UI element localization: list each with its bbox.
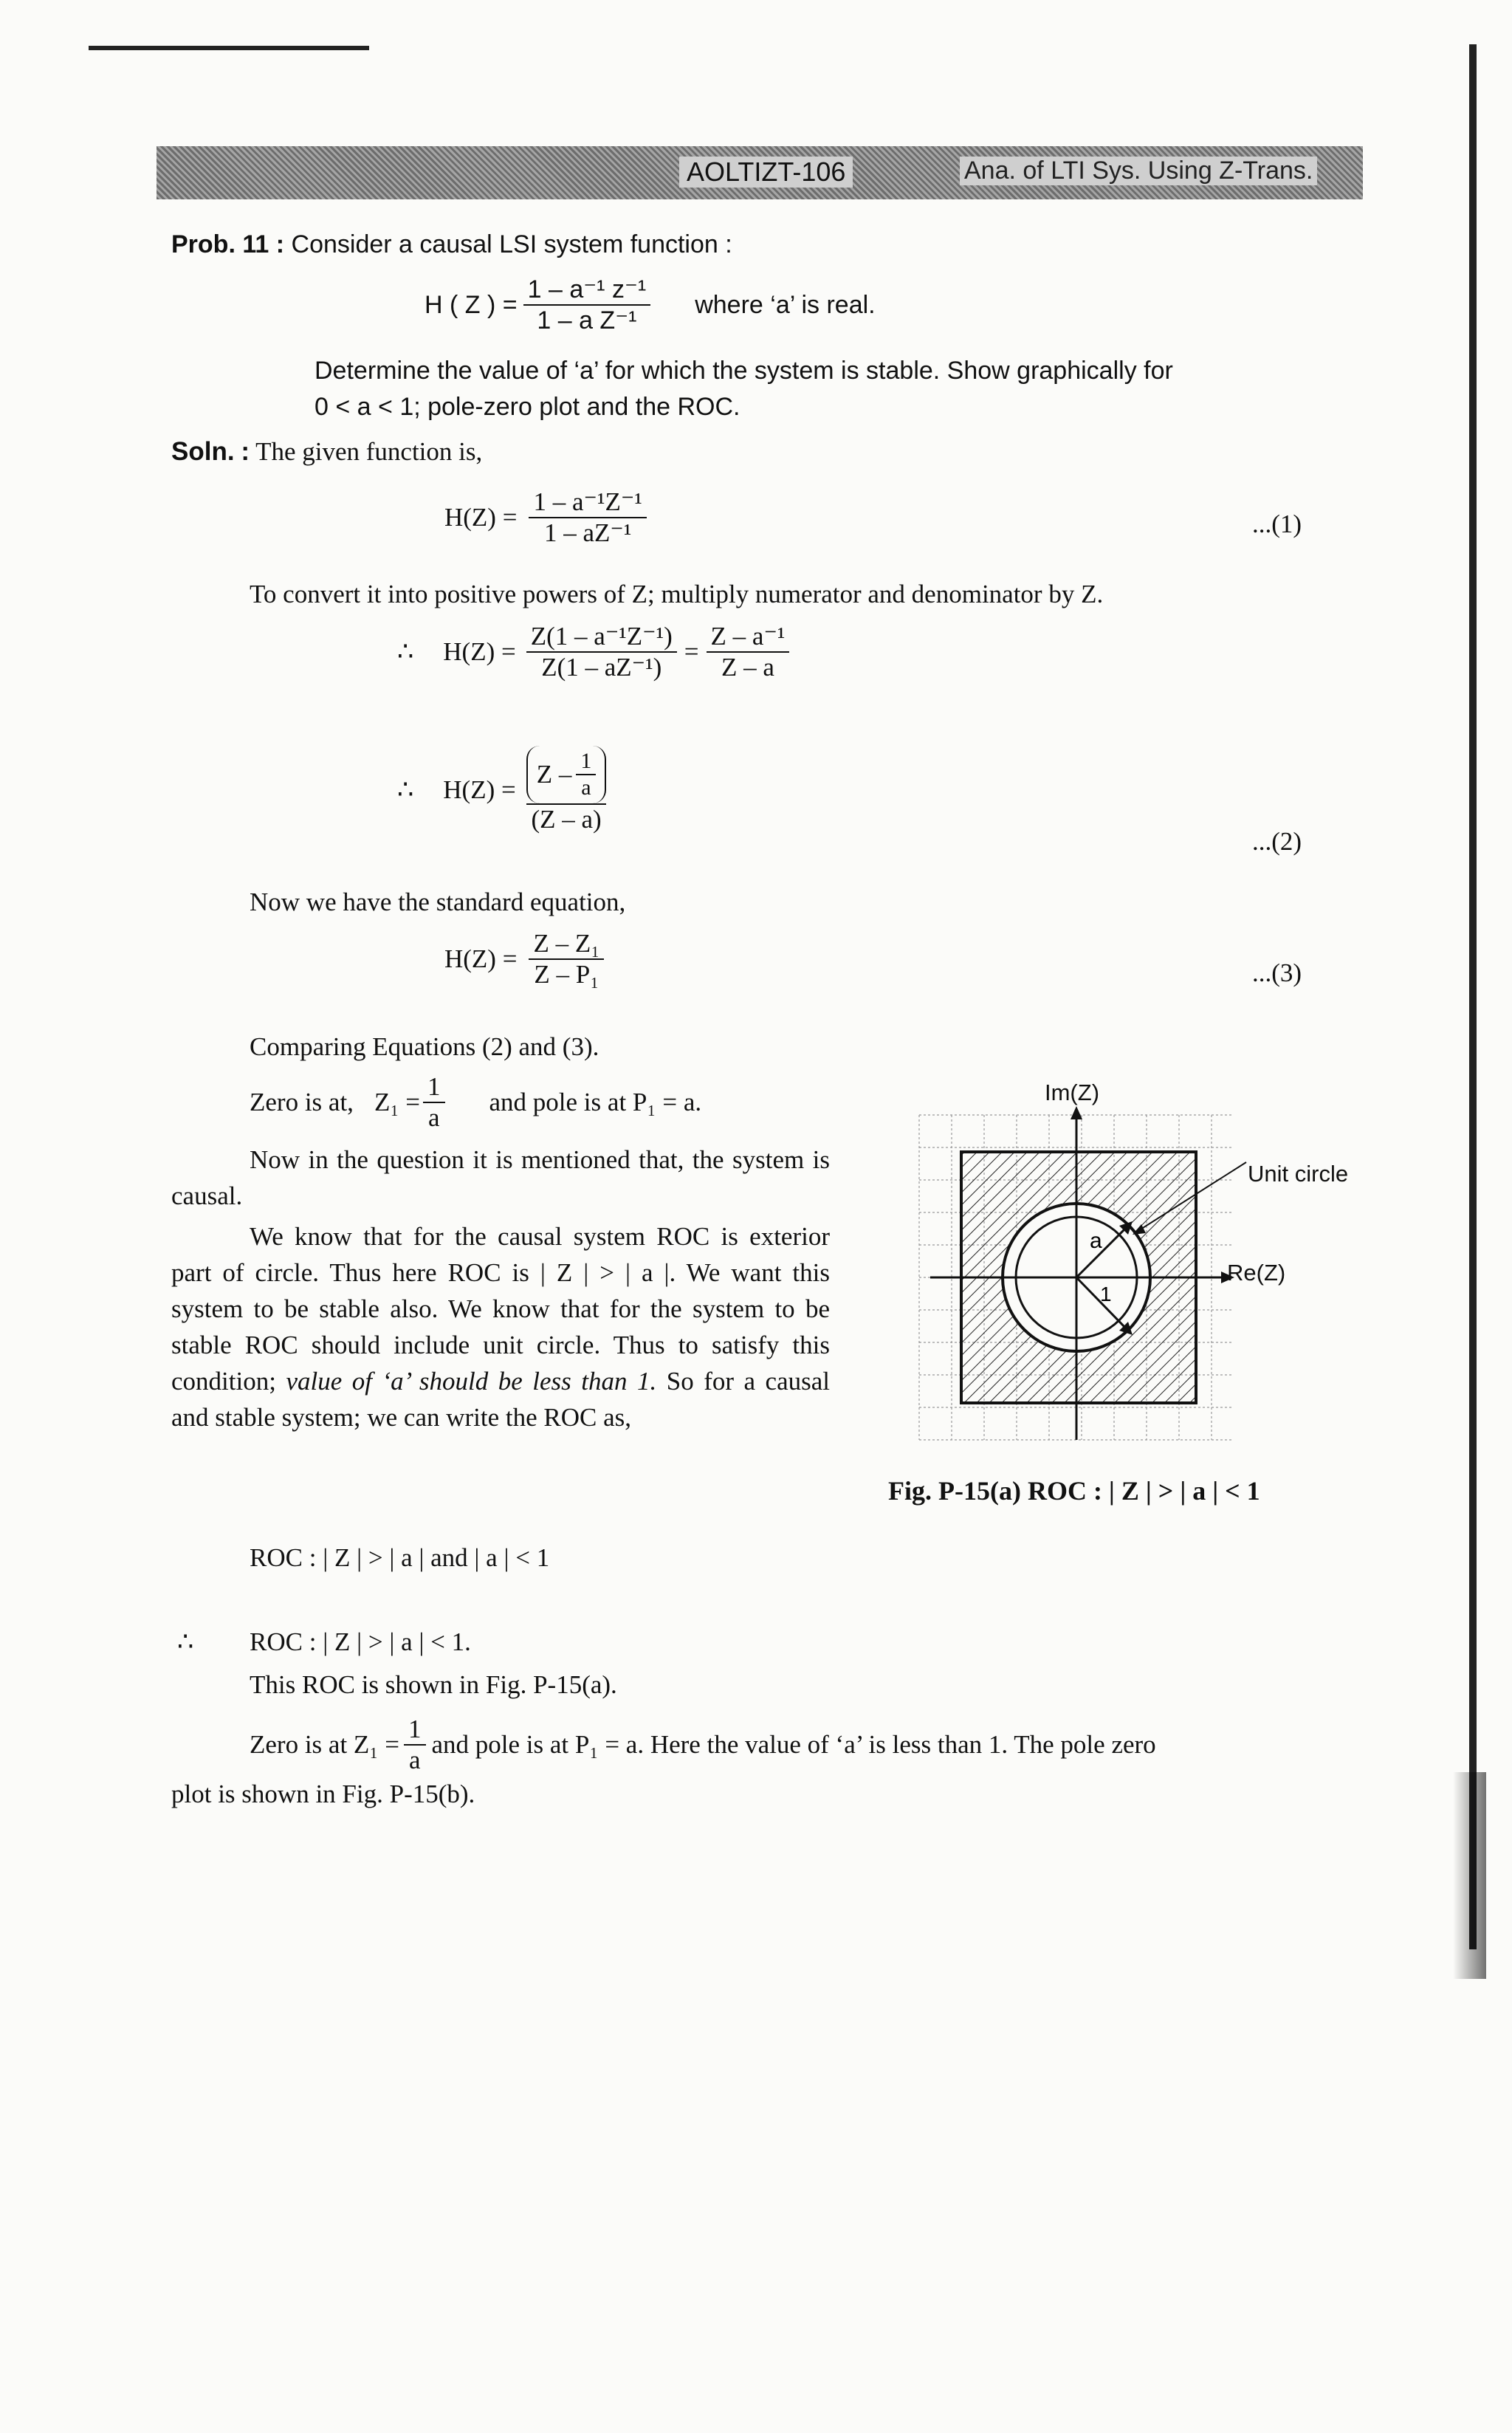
- imag-axis-arrow: [1071, 1106, 1082, 1119]
- final-zero-den: a: [408, 1746, 421, 1774]
- eq2-denominator: (Z – a): [531, 805, 602, 834]
- eq2-lhs: H(Z) =: [443, 775, 516, 804]
- solution-intro: The given function is,: [255, 437, 483, 466]
- eq3-denominator: Z – P₁: [534, 960, 599, 989]
- eq2-numerator: [526, 746, 607, 803]
- paragraph-roc-italic: value of ‘a’ should be less than 1.: [286, 1367, 657, 1396]
- zero-pole-line: [250, 1072, 701, 1133]
- eqa-therefore: ∴: [397, 637, 414, 666]
- radius-1-label: 1: [1100, 1283, 1112, 1305]
- eqa-lhs: H(Z) =: [443, 637, 516, 666]
- header-code: AOLTIZT-106: [679, 157, 853, 188]
- problem-label: Prob. 11: [171, 230, 269, 258]
- top-rule: [89, 46, 369, 50]
- figure-caption: Fig. P-15(a) ROC : | Z | > | a | < 1: [888, 1476, 1260, 1506]
- final-zero-fraction: [404, 1715, 426, 1775]
- eq3-numerator: Z – Z₁: [529, 929, 604, 960]
- problem-task-line1: Determine the value of ‘a’ for which the system is stable. Show graphically for: [315, 357, 1173, 385]
- equation-3: [444, 929, 604, 989]
- zero-prefix: Zero is at,: [250, 1088, 354, 1116]
- eqa-numerator-2: Z – a⁻¹: [707, 622, 790, 653]
- eq1-numerator: 1 – a⁻¹Z⁻¹: [529, 487, 646, 518]
- eqa-numerator-1: Z(1 – a⁻¹Z⁻¹): [526, 622, 677, 653]
- eq3-lhs: H(Z) =: [444, 944, 518, 973]
- final-line-2: plot is shown in Fig. P-15(b).: [171, 1780, 475, 1808]
- final-zero-num: 1: [404, 1715, 426, 1746]
- equation-a: [397, 622, 789, 682]
- eq2-inner-num: 1: [576, 749, 596, 775]
- final-zero-prefix: Zero is at Z₁ =: [250, 1730, 399, 1759]
- final-rest: and pole is at P₁ = a. Here the value of ‘a’ is less than 1. The pole zero: [431, 1730, 1156, 1759]
- solution-colon: :: [241, 437, 250, 466]
- eqa-denominator-1: Z(1 – aZ⁻¹): [541, 653, 662, 682]
- problem-task-line2: 0 < a < 1; pole-zero plot and the ROC.: [315, 393, 740, 421]
- eq3-fraction: [529, 929, 604, 989]
- header-title: Ana. of LTI Sys. Using Z-Trans.: [960, 157, 1317, 185]
- final-zero-line: [250, 1715, 1156, 1775]
- problem-heading: [171, 230, 732, 259]
- roc-line-1: ROC : | Z | > | a | and | a | < 1: [250, 1543, 550, 1572]
- paragraph-roc-text: We know that for the causal system ROC is exterior part of circle. Thus here ROC is | Z | > | a |. We want this system to be stable also. We know that for the system to be stable ROC should include unit circle. Thus to satisfy this condition;: [171, 1222, 830, 1396]
- roc-figure: [915, 1100, 1255, 1455]
- unit-circle-label: Unit circle: [1248, 1161, 1349, 1187]
- problem-h-lhs: H ( Z ) =: [425, 290, 518, 319]
- problem-statement: Consider a causal LSI system function :: [291, 230, 732, 258]
- problem-colon: :: [275, 230, 285, 258]
- equation-2: [397, 746, 606, 834]
- zero-var: Z₁ =: [374, 1088, 421, 1116]
- problem-equation: [425, 275, 876, 335]
- radius-a-label: a: [1090, 1229, 1102, 1253]
- eq2-num-prefix: Z –: [536, 760, 572, 789]
- eq2-number: ...(2): [1252, 827, 1302, 856]
- zero-fraction: [423, 1072, 445, 1133]
- eqa-fraction-1: [526, 622, 677, 682]
- eq1-fraction: [529, 487, 646, 548]
- eqa-fraction-2: [707, 622, 790, 682]
- roc-shown-text: This ROC is shown in Fig. P-15(a).: [250, 1670, 617, 1699]
- eq2-inner-fraction: [576, 749, 596, 800]
- roc-line-2: ROC : | Z | > | a | < 1.: [250, 1627, 471, 1656]
- problem-h-denominator: 1 – a Z⁻¹: [537, 306, 637, 334]
- paragraph-roc: [171, 1218, 830, 1435]
- eq2-fraction: [526, 746, 607, 834]
- pole-text: and pole is at P₁ = a.: [489, 1088, 702, 1116]
- eq1-lhs: H(Z) =: [444, 503, 518, 532]
- imag-axis-label: Im(Z): [1045, 1080, 1100, 1105]
- problem-where: where ‘a’ is real.: [695, 290, 876, 319]
- convert-text: To convert it into positive powers of Z; multiply numerator and denominator by Z.: [250, 580, 1104, 608]
- problem-h-numerator: 1 – a⁻¹ z⁻¹: [523, 275, 651, 306]
- roc-line-2-therefore: ∴: [177, 1627, 194, 1656]
- problem-h-fraction: [523, 275, 651, 335]
- page-shadow: [1453, 1772, 1486, 1979]
- paragraph-causal: Now in the question it is mentioned that, the system is causal.: [171, 1145, 830, 1210]
- compare-text: Comparing Equations (2) and (3).: [250, 1032, 599, 1061]
- eqa-denominator-2: Z – a: [721, 653, 774, 682]
- eq2-inner-den: a: [581, 775, 591, 800]
- eq3-number: ...(3): [1252, 958, 1302, 987]
- eq2-therefore: ∴: [397, 775, 414, 804]
- eq1-denominator: 1 – aZ⁻¹: [543, 518, 632, 547]
- real-axis-label: Re(Z): [1227, 1260, 1286, 1286]
- zero-num: 1: [423, 1072, 445, 1103]
- standard-text: Now we have the standard equation,: [250, 888, 626, 916]
- equation-1: [444, 487, 647, 548]
- zero-den: a: [427, 1103, 440, 1132]
- solution-heading: [171, 437, 482, 467]
- eqa-equals: =: [684, 637, 699, 666]
- binding-edge: [1469, 44, 1477, 1949]
- eq1-number: ...(1): [1252, 509, 1302, 538]
- solution-label: Soln.: [171, 437, 235, 466]
- paragraph-roc-tail: So for a causal and stable system; we can write the ROC as,: [171, 1367, 830, 1432]
